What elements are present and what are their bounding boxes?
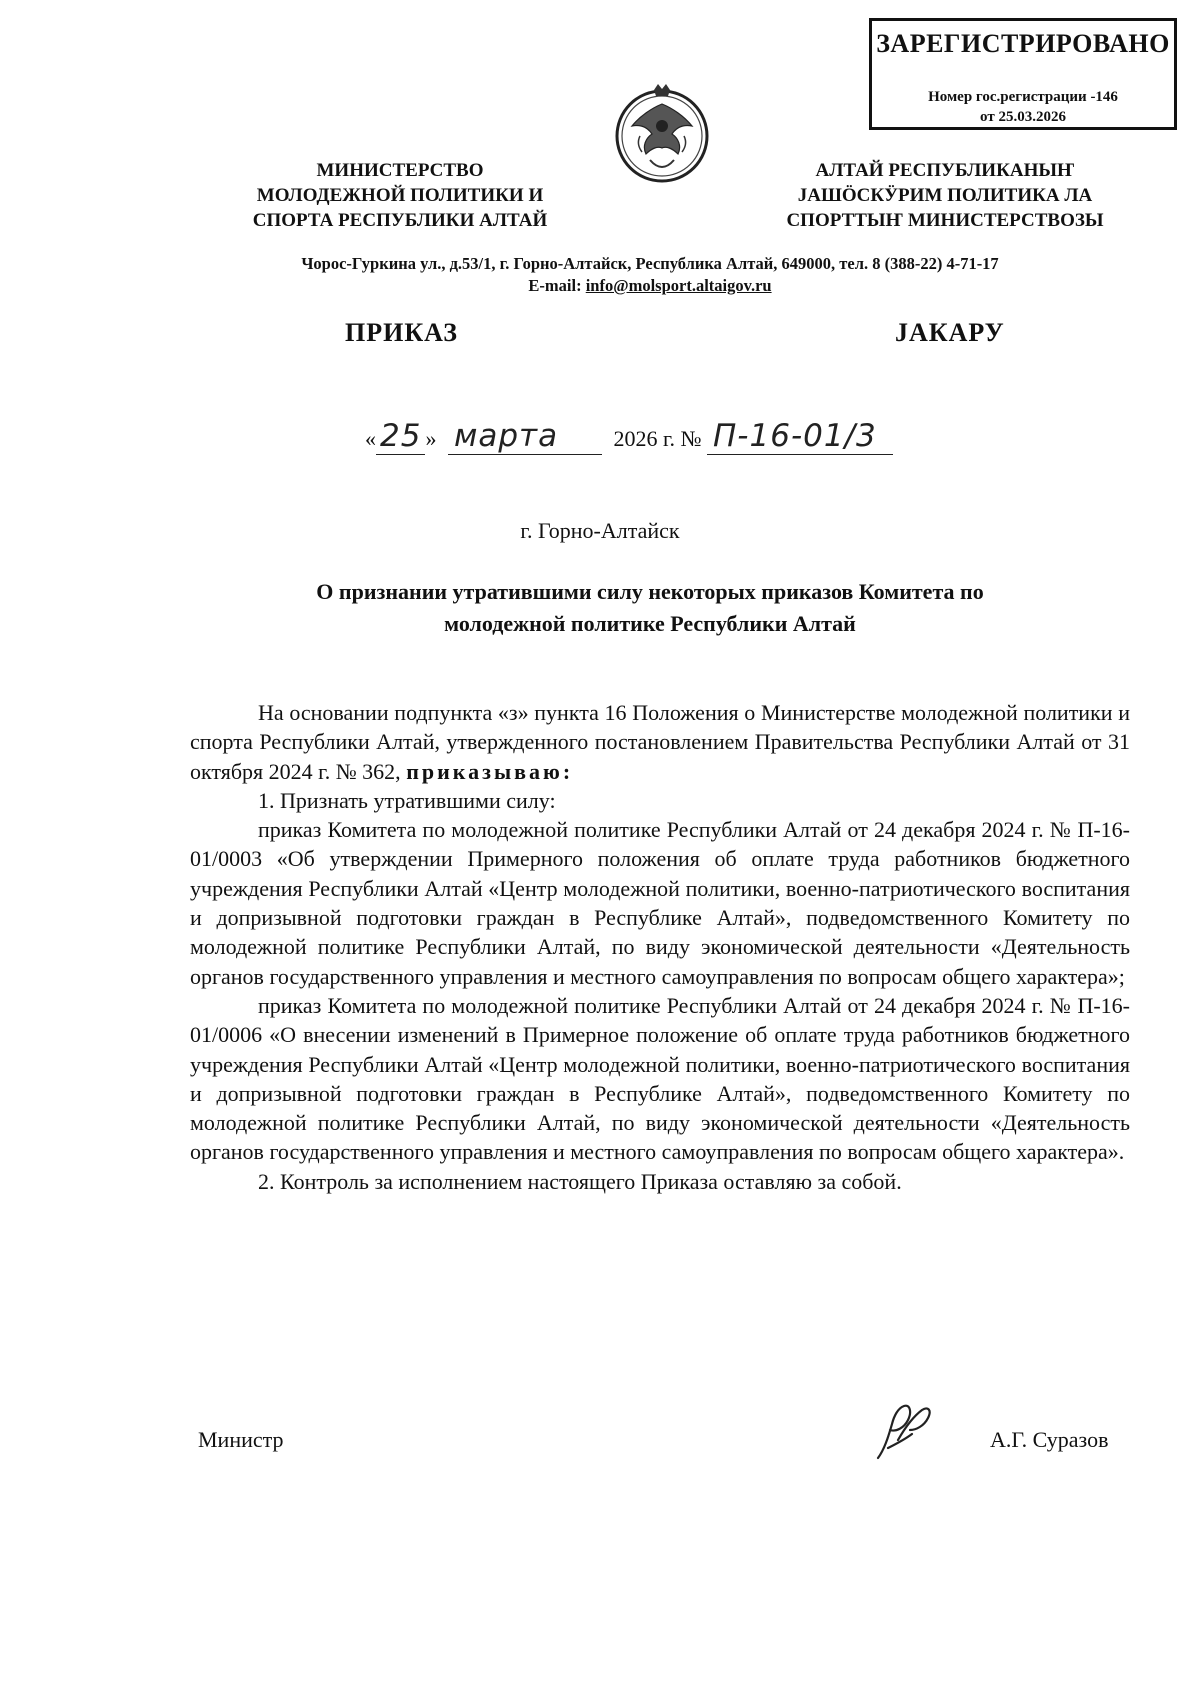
registration-stamp	[869, 18, 1177, 130]
body-paragraph: приказ Комитета по молодежной политике Республики Алтай от 24 декабря 2024 г. № П-16-01/0003 «Об утверждении Примерного положения об оплате труда работников бюджетного учреждения Республики Алтай «Центр молодежной политики, военно-патриотического воспитания и допризывной подготовки граждан в Республике Алтай», подведомственного Комитету по молодежной политике Республики Алтай, по виду экономической деятельности «Деятельность органов государственного управления и местного самоуправления по вопросам общего характера»;	[190, 817, 1130, 989]
order-word-altai: ЈАКАРУ	[895, 318, 1005, 347]
paragraph-text: На основании подпункта «з» пункта 16 Положения о Министерстве молодежной политики и спорта Республики Алтай, утвержденного постановлением Правительства Республики Алтай от 31 октября 2024 г. № 362,	[190, 700, 1130, 784]
date-month: марта	[448, 418, 602, 455]
stamp-reg-number: Номер гос.регистрации -146	[928, 89, 1118, 105]
document-body	[190, 698, 1130, 1196]
body-paragraph: 2. Контроль за исполнением настоящего Приказа оставляю за собой.	[258, 1168, 902, 1194]
order-keyword-colon: :	[562, 758, 571, 784]
email-link[interactable]: info@molsport.altaigov.ru	[585, 276, 772, 295]
body-paragraph	[190, 698, 1130, 786]
address-line: Чорос-Гуркина ул., д.53/1, г. Горно-Алтайск, Республика Алтай, 649000, тел. 8 (388-22) 4-71-17	[301, 254, 999, 273]
signatory-role: Министр	[198, 1427, 284, 1452]
org-alt-line: АЛТАЙ РЕСПУБЛИКАНЫҤ	[815, 160, 1075, 181]
body-paragraph: 1. Признать утратившими силу:	[258, 787, 556, 813]
title-line: О признании утратившими силу некоторых приказов Комитета по	[316, 579, 984, 604]
org-ru-line: МИНИСТЕРСТВО	[316, 160, 484, 181]
order-date-line	[365, 418, 1065, 468]
stamp-reg-date: от 25.03.2026	[980, 109, 1066, 125]
org-alt-line: СПОРТТЫҤ МИНИСТЕРСТВОЗЫ	[786, 210, 1104, 231]
org-ru-line: МОЛОДЕЖНОЙ ПОЛИТИКИ И	[256, 185, 544, 206]
order-keyword: приказываю	[406, 758, 563, 784]
body-paragraph: приказ Комитета по молодежной политике Республики Алтай от 24 декабря 2024 г. № П-16-01/0006 «О внесении изменений в Примерное положение об оплате труда работников бюджетного учреждения Республики Алтай «Центр молодежной политики, военно-патриотического воспитания и допризывной подготовки граждан в Республике Алтай», подведомственного Комитету по молодежной политике Республики Алтай, по виду экономической деятельности «Деятельность органов государственного управления и местного самоуправления по вопросам общего характера».	[190, 992, 1130, 1165]
signatory-name: А.Г. Суразов	[990, 1427, 1109, 1452]
org-name-russian	[230, 158, 570, 233]
email-label: E-mail:	[528, 276, 586, 295]
address-block	[150, 253, 1150, 297]
document-title	[150, 576, 1150, 640]
org-alt-line: ЈАШӦСКӰРИМ ПОЛИТИКА ЛА	[797, 185, 1093, 206]
title-line: молодежной политике Республики Алтай	[444, 611, 856, 636]
order-word-russian: ПРИКАЗ	[345, 318, 459, 347]
stamp-title: ЗАРЕГИСТРИРОВАНО	[876, 29, 1170, 58]
date-open-quote: «	[365, 426, 376, 451]
date-day: 25	[376, 418, 425, 455]
date-year: 2026 г. №	[613, 426, 702, 451]
altai-republic-emblem-icon	[612, 82, 712, 186]
order-number: П-16-01/3	[707, 418, 893, 455]
email-line	[150, 275, 1150, 297]
city: г. Горно-Алтайск	[520, 518, 680, 543]
handwritten-signature-icon	[868, 1400, 936, 1466]
org-name-altai	[770, 158, 1120, 233]
org-ru-line: СПОРТА РЕСПУБЛИКИ АЛТАЙ	[252, 210, 548, 231]
date-close-quote: »	[425, 426, 437, 451]
